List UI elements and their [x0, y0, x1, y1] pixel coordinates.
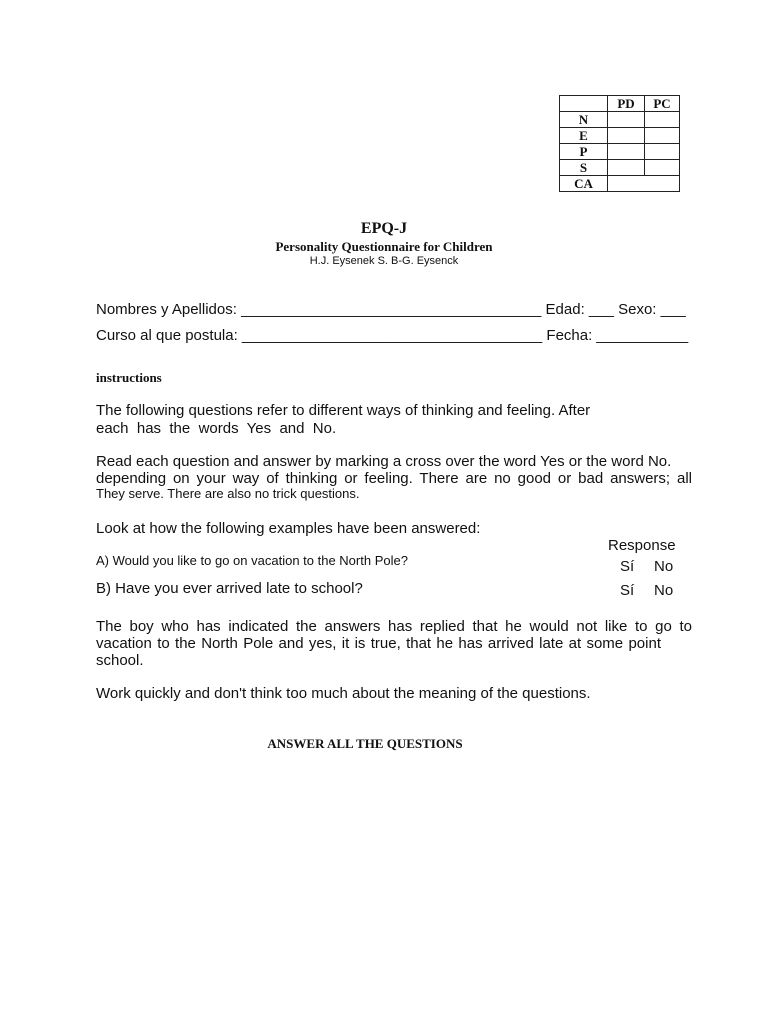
score-row-s	[560, 160, 680, 176]
example-a: A) Would you like to go on vacation to the North Pole?	[96, 553, 408, 568]
score-cell-pc[interactable]	[645, 112, 680, 128]
example-a-yes[interactable]: Sí	[620, 558, 635, 575]
authors: H.J. Eysenek S. B-G. Eysenck	[309, 255, 459, 267]
score-row-ca	[560, 176, 680, 192]
example-b-yes[interactable]: Sí	[620, 582, 635, 599]
page-subtitle: Personality Questionnaire for Children	[275, 239, 493, 254]
course-field-line[interactable]: Curso al que postula: ____________________________________ Fecha: ___________	[96, 327, 689, 344]
score-cell-pc[interactable]	[645, 128, 680, 144]
work-quickly-text: Work quickly and don't think too much about the meaning of the questions.	[96, 685, 591, 702]
score-row-label: S	[560, 160, 608, 176]
instructions-heading: instructions	[96, 370, 162, 385]
explanation-line3: school.	[96, 652, 144, 669]
explanation-line2: vacation to the North Pole and yes, it is true, that he has arrived late at some point	[96, 635, 661, 652]
example-b: B) Have you ever arrived late to school?	[96, 580, 363, 597]
score-table	[559, 95, 680, 192]
name-field-line[interactable]: Nombres y Apellidos: ____________________________________ Edad: ___ Sexo: ___	[96, 301, 686, 318]
example-b-no[interactable]: No	[654, 582, 674, 599]
score-row-e	[560, 128, 680, 144]
score-header-pd: PD	[608, 96, 645, 112]
score-row-label: N	[560, 112, 608, 128]
score-cell-pc[interactable]	[645, 160, 680, 176]
instructions-p1-line1: The following questions refer to different ways of thinking and feeling. After	[96, 402, 591, 419]
score-cell-pd[interactable]	[608, 144, 645, 160]
instructions-p2-line3: They serve. There are also no trick questions.	[96, 486, 360, 501]
score-cell-ca[interactable]	[608, 176, 680, 192]
score-table-header-row	[560, 96, 680, 112]
explanation-line1: The boy who has indicated the answers has replied that he would not like to go to	[96, 618, 692, 635]
score-row-label: CA	[560, 176, 608, 192]
closing-instruction: ANSWER ALL THE QUESTIONS	[267, 736, 463, 751]
score-row-label: P	[560, 144, 608, 160]
examples-intro: Look at how the following examples have been answered:	[96, 520, 481, 537]
score-row-label: E	[560, 128, 608, 144]
score-cell-pd[interactable]	[608, 112, 645, 128]
instructions-p2-line1: Read each question and answer by marking a cross over the word Yes or the word No.	[96, 453, 672, 470]
score-row-p	[560, 144, 680, 160]
instructions-p2-line2: depending on your way of thinking or feeling. There are no good or bad answers; all	[96, 470, 692, 487]
page-title: EPQ-J	[360, 220, 408, 237]
example-a-no[interactable]: No	[654, 558, 674, 575]
score-row-n	[560, 112, 680, 128]
score-cell-pd[interactable]	[608, 160, 645, 176]
response-label: Response	[608, 537, 676, 554]
score-header-pc: PC	[645, 96, 680, 112]
score-cell-pd[interactable]	[608, 128, 645, 144]
score-cell-pc[interactable]	[645, 144, 680, 160]
score-table-corner	[560, 96, 608, 112]
instructions-p1-line2: each has the words Yes and No.	[96, 420, 337, 437]
